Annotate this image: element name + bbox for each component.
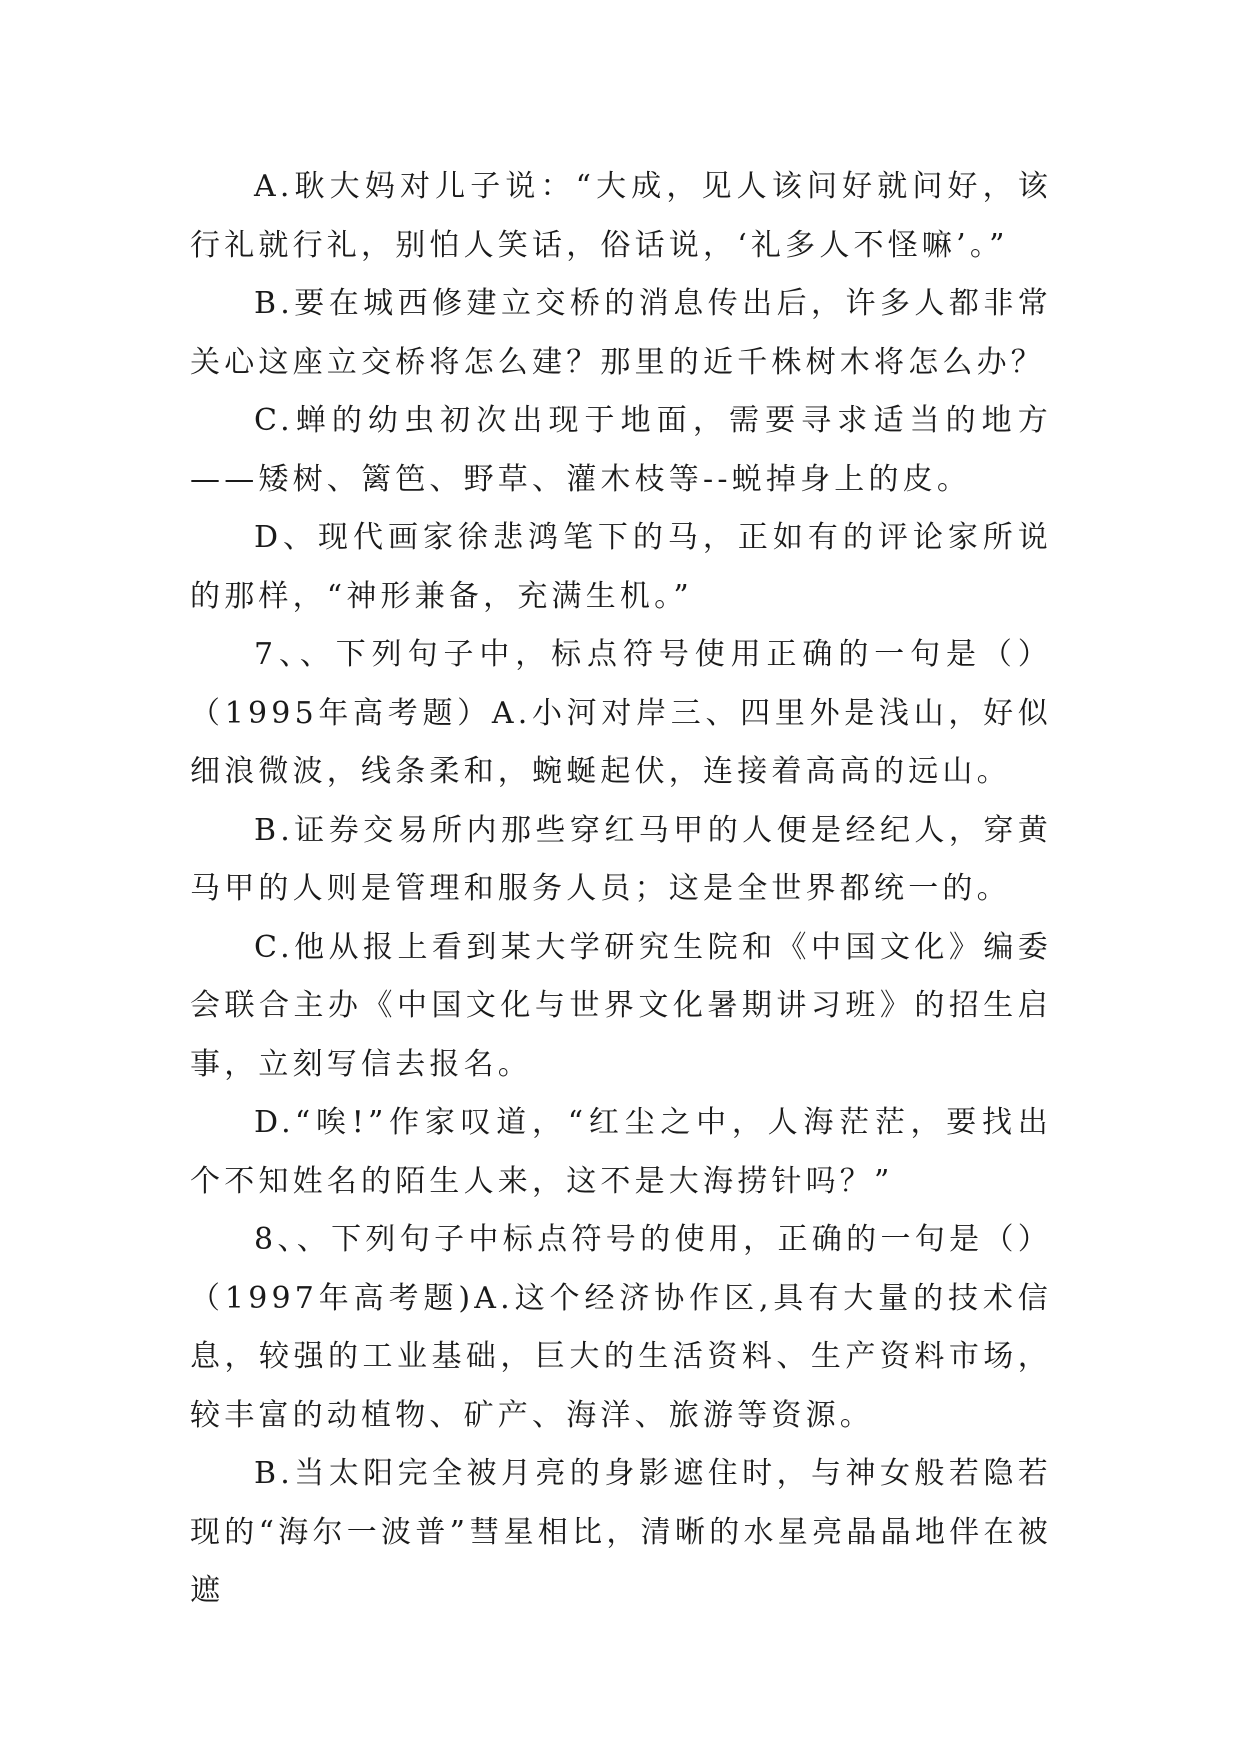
- paragraph-q8-option-b: B.当太阳完全被月亮的身影遮住时，与神女般若隐若现的“海尔一波普”彗星相比，清晰的水星亮晶晶地伴在被遮: [190, 1456, 1052, 1608]
- paragraph-q7-option-c: C.他从报上看到某大学研究生院和《中国文化》编委会联合主办《中国文化与世界文化暑期讲习班》的招生启事，立刻写信去报名。: [190, 929, 1052, 1082]
- document-body: [190, 158, 1052, 1621]
- paragraph-q7-option-d: D.“唉!”作家叹道，“红尘之中，人海茫茫，要找出个不知姓名的陌生人来，这不是大海捞针吗？”: [190, 1105, 1052, 1199]
- paragraph-question-8: 8、、下列句子中标点符号的使用，正确的一句是（）（1997年高考题)A.这个经济协作区,具有大量的技术信息，较强的工业基础，巨大的生活资料、生产资料市场，较丰富的动植物、矿产、海洋、旅游等资源。: [190, 1222, 1052, 1433]
- paragraph-q7-option-b: B.证券交易所内那些穿红马甲的人便是经纪人，穿黄马甲的人则是管理和服务人员；这是全世界都统一的。: [190, 812, 1052, 906]
- paragraph-option-b: B.要在城西修建立交桥的消息传出后，许多人都非常关心这座立交桥将怎么建？那里的近千株树木将怎么办？: [190, 286, 1052, 380]
- paragraph-question-7: 7、、下列句子中，标点符号使用正确的一句是（）（1995年高考题）A.小河对岸三、四里外是浅山，好似细浪微波，线条柔和，蜿蜒起伏，连接着高高的远山。: [190, 637, 1052, 789]
- paragraph-option-c: C.蝉的幼虫初次出现于地面，需要寻求适当的地方——矮树、篱笆、野草、灌木枝等--蜕掉身上的皮。: [190, 403, 1052, 497]
- paragraph-option-a: A.耿大妈对儿子说：“大成，见人该问好就问好，该行礼就行礼，别怕人笑话，俗话说，‘礼多人不怪嘛’。”: [190, 169, 1052, 263]
- paragraph-option-d: D、现代画家徐悲鸿笔下的马，正如有的评论家所说的那样，“神形兼备，充满生机。”: [190, 520, 1052, 614]
